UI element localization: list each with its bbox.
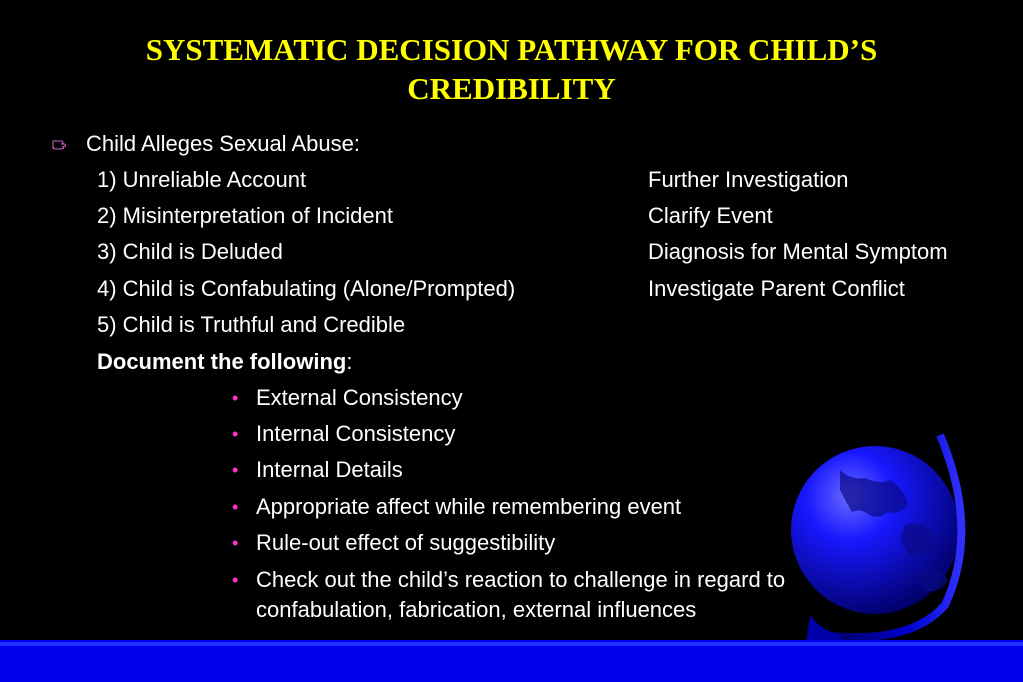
- pathway-action: Clarify Event: [648, 203, 773, 228]
- heading-text: Child Alleges Sexual Abuse:: [86, 131, 360, 156]
- checklist-text: Appropriate affect while remembering event: [256, 494, 682, 519]
- bullet-icon: •: [232, 388, 239, 408]
- pathway-cause: 2) Misinterpretation of Incident: [97, 203, 393, 228]
- checklist-text: External Consistency: [256, 385, 463, 410]
- pathway-action: Further Investigation: [648, 167, 849, 192]
- pathway-cause: 5) Child is Truthful and Credible: [97, 312, 406, 337]
- pathway-cause: 1) Unreliable Account: [97, 167, 307, 192]
- slide-title-line2: CREDIBILITY: [407, 71, 616, 106]
- bullet-icon: •: [232, 533, 239, 553]
- checklist-text: Check out the child’s reaction to challenge in regard to: [256, 567, 786, 592]
- checklist-text: Internal Consistency: [256, 421, 456, 446]
- pointing-hand-icon: [52, 136, 68, 150]
- document-label: [97, 348, 352, 376]
- document-label-suffix: :: [346, 349, 353, 374]
- bullet-icon: •: [232, 570, 239, 590]
- footer-bar-highlight: [0, 642, 1023, 646]
- pathway-action: Diagnosis for Mental Symptom: [648, 239, 948, 264]
- footer-bar: [0, 640, 1023, 682]
- checklist-text: Internal Details: [256, 457, 403, 482]
- globe-icon: [780, 430, 980, 660]
- slide-title: [0, 30, 1023, 108]
- pathway-action: Investigate Parent Conflict: [648, 276, 905, 301]
- bullet-icon: •: [232, 424, 239, 444]
- checklist-text: Rule-out effect of suggestibility: [256, 530, 556, 555]
- document-label-bold: Document the following: [97, 349, 347, 374]
- bullet-icon: •: [232, 497, 239, 517]
- checklist-text-continued: confabulation, fabrication, external influences: [256, 597, 697, 622]
- bullet-icon: •: [232, 460, 239, 480]
- pathway-cause: 3) Child is Deluded: [97, 239, 283, 264]
- slide-title-line1: SYSTEMATIC DECISION PATHWAY FOR CHILD’S: [145, 32, 878, 67]
- pathway-cause: 4) Child is Confabulating (Alone/Prompted): [97, 276, 516, 301]
